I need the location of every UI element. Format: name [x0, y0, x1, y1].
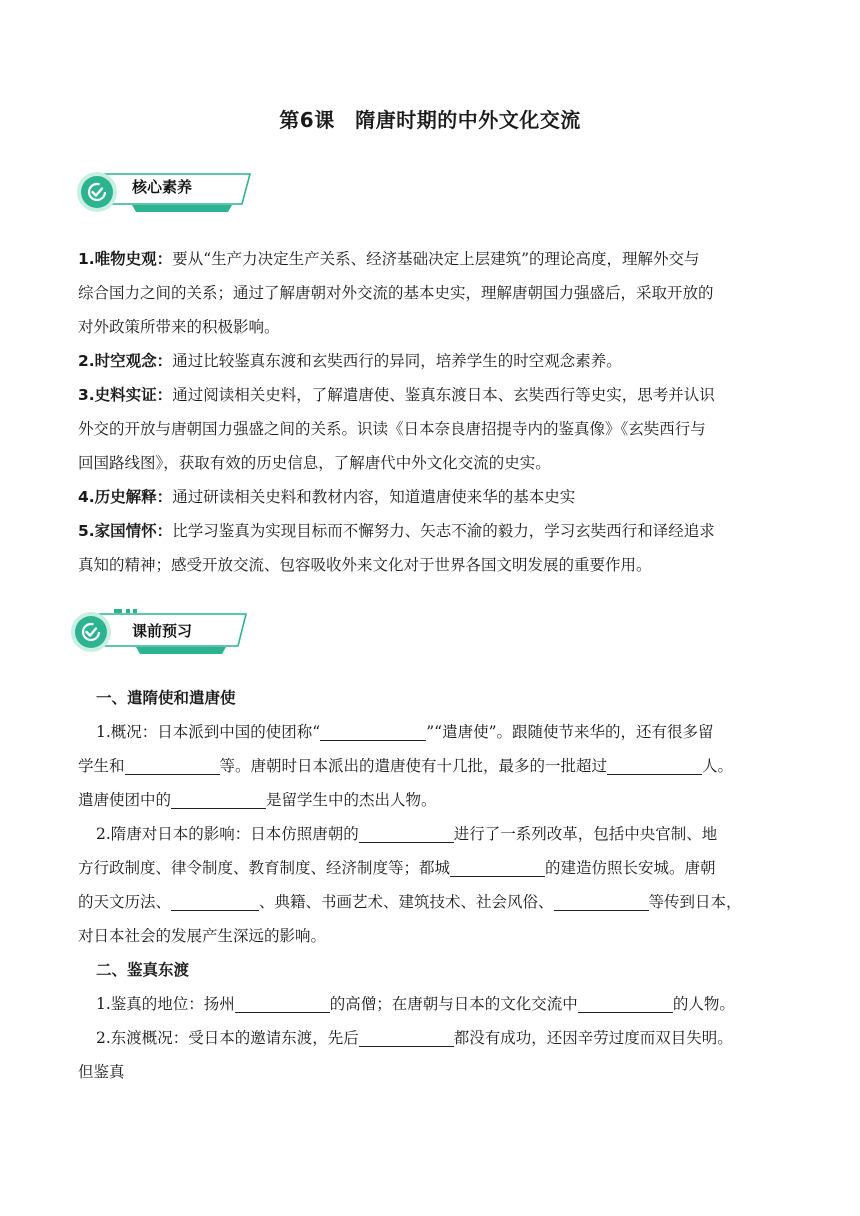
banner-label: 课前预习	[132, 622, 193, 640]
fill-blank	[235, 992, 330, 1013]
banner-label: 核心素养	[132, 178, 193, 196]
preview-p2-line-1: 2.隋唐对日本的影响：日本仿照唐朝的 进行了一系列改革，包括中央官制、地	[78, 817, 782, 851]
preview-p1-line-3: 遣唐使团中的 是留学生中的杰出人物。	[78, 783, 782, 817]
core-item-1-line-2: 综合国力之间的关系；通过了解唐朝对外交流的基本史实，理解唐朝国力强盛后，采取开放的	[78, 284, 714, 302]
page-title: 第6课 隋唐时期的中外文化交流	[279, 108, 581, 132]
core-item-5-line-2: 真知的精神；感受开放交流、包容吸收外来文化对于世界各国文明发展的重要作用。	[78, 556, 652, 574]
preview-p3-line-1: 1.鉴真的地位：扬州 的高僧；在唐朝与日本的文化交流中 的人物。	[78, 987, 782, 1021]
preview-p2-line-3: 的天文历法、 、典籍、书画艺术、建筑技术、社会风俗、 等传到日本，	[78, 885, 782, 919]
core-literacy-list	[78, 242, 782, 582]
fill-blank	[359, 822, 454, 843]
fill-blank	[607, 754, 702, 775]
fill-blank	[171, 788, 266, 809]
section-banner-preview	[66, 606, 256, 662]
core-item-3-line-3: 回国路线图》，获取有效的历史信息，了解唐代中外文化交流的史实。	[78, 454, 551, 472]
section-banner-core	[72, 166, 262, 222]
preview-section	[78, 681, 782, 1089]
core-item-5-line-1: 5.家国情怀：比学习鉴真为实现目标而不懈努力、矢志不渝的毅力，学习玄奘西行和译经追求	[78, 522, 715, 540]
fill-blank	[125, 754, 220, 775]
check-circle-icon	[80, 621, 102, 643]
preview-p2-line-4: 对日本社会的发展产生深远的影响。	[78, 927, 327, 945]
fill-blank	[171, 890, 259, 911]
core-item-1-line-1: 1.唯物史观：要从“生产力决定生产关系、经济基础决定上层建筑”的理论高度，理解外交与	[78, 250, 700, 268]
preview-p2-line-2: 方行政制度、律令制度、教育制度、经济制度等；都城 的建造仿照长安城。唐朝	[78, 851, 782, 885]
core-item-2: 2.时空观念：通过比较鉴真东渡和玄奘西行的异同，培养学生的时空观念素养。	[78, 352, 622, 370]
fill-blank	[578, 992, 673, 1013]
fill-blank	[359, 1026, 454, 1047]
section-heading-2: 二、鉴真东渡	[96, 961, 190, 979]
core-item-1-line-3: 对外政策所带来的积极影响。	[78, 318, 280, 336]
core-item-3-line-2: 外交的开放与唐朝国力强盛之间的关系。识读《日本奈良唐招提寺内的鉴真像》《玄奘西行与	[78, 420, 706, 438]
fill-blank	[554, 890, 649, 911]
check-circle-icon	[86, 181, 108, 203]
fill-blank	[450, 856, 545, 877]
core-item-3-line-1: 3.史料实证：通过阅读相关史料，了解遣唐使、鉴真东渡日本、玄奘西行等史实，思考并认识	[78, 386, 715, 404]
preview-p4-line-1: 2.东渡概况：受日本的邀请东渡，先后 都没有成功，还因辛劳过度而双目失明。	[78, 1021, 782, 1055]
preview-p1-line-2: 学生和 等。唐朝时日本派出的遣唐使有十几批，最多的一批超过 人。	[78, 749, 782, 783]
core-item-4: 4.历史解释：通过研读相关史料和教材内容，知道遣唐使来华的基本史实	[78, 488, 576, 506]
section-heading-1: 一、遣隋使和遣唐使	[96, 689, 236, 707]
preview-p4-line-2: 但鉴真	[78, 1063, 125, 1081]
fill-blank	[320, 720, 426, 741]
preview-p1-line-1: 1.概况：日本派到中国的使团称“ ”“遣唐使”。跟随使节来华的，还有很多留	[78, 715, 782, 749]
